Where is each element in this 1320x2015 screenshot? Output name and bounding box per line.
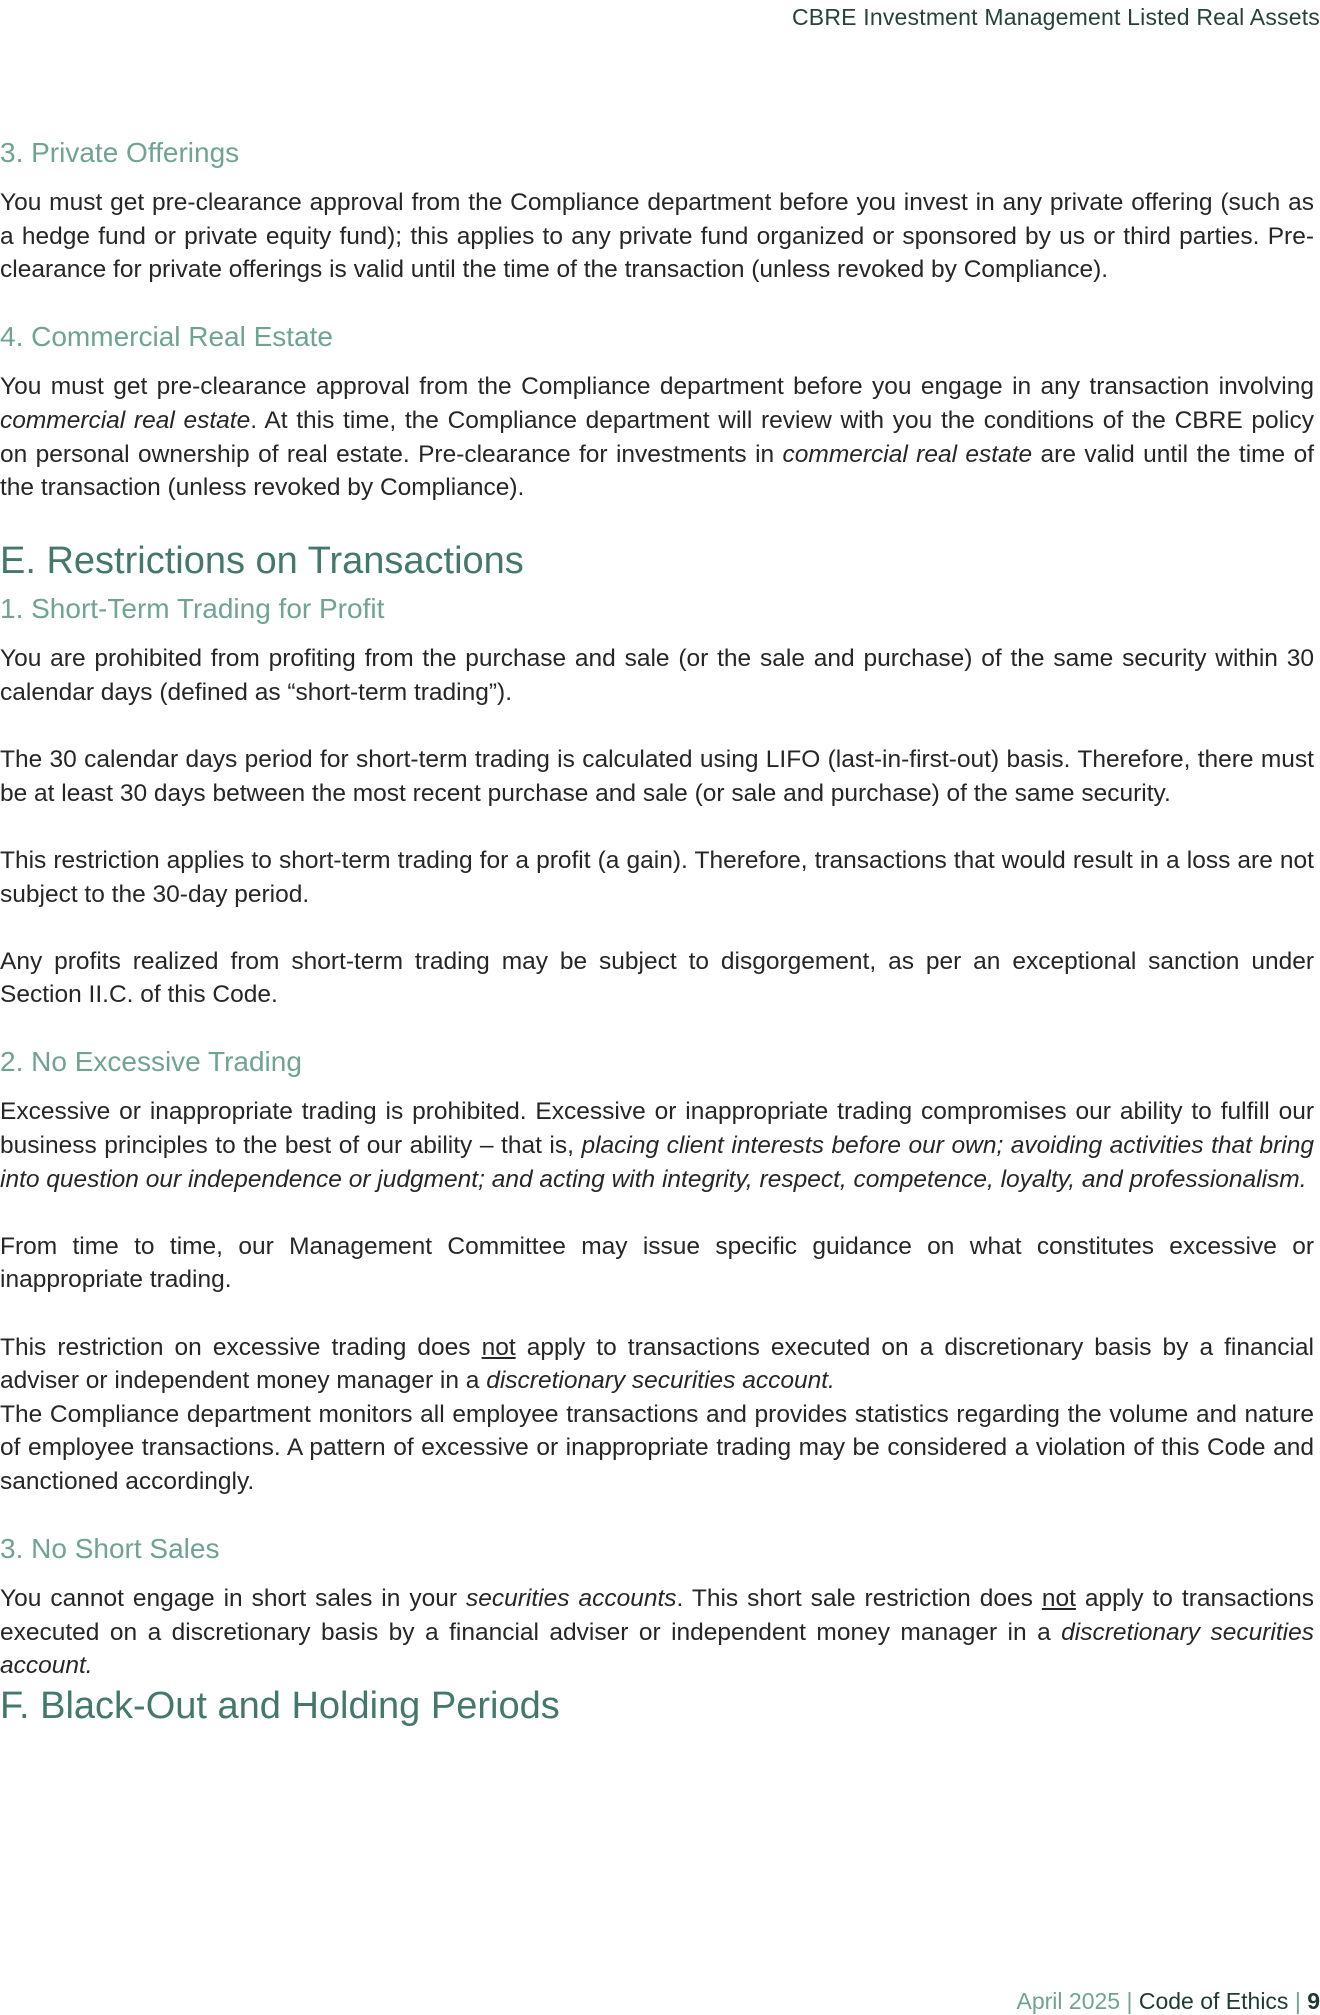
heading-no-excessive-trading: 2. No Excessive Trading: [0, 1045, 1314, 1079]
paragraph-excessive-4: The Compliance department monitors all employee transactions and provides statistics regarding the volume and nature of employee transactions. A pattern of excessive or inappropriate trading may be considered a violation of this Code and sanctioned accordingly.: [0, 1398, 1314, 1499]
paragraph-excessive-3: This restriction on excessive trading does not apply to transactions executed on a discretionary basis by a financial adviser or independent money manager in a discretionary securities account.: [0, 1331, 1314, 1398]
paragraph-commercial-real-estate: You must get pre-clearance approval from the Compliance department before you engage in any transaction involving commercial real estate. At this time, the Compliance department will review with you the conditions of the CBRE policy on personal ownership of real estate. Pre-clearance for investments in commercial real estate are valid until the time of the transaction (unless revoked by Compliance).: [0, 370, 1314, 504]
paragraph-short-term-3: This restriction applies to short-term trading for a profit (a gain). Therefore, transactions that would result in a loss are not subject to the 30-day period.: [0, 844, 1314, 911]
footer-separator: |: [1120, 1988, 1139, 2014]
footer-date: April 2025: [1017, 1988, 1121, 2014]
page-number: 9: [1307, 1988, 1320, 2014]
page-header: CBRE Investment Management Listed Real Assets: [792, 4, 1320, 31]
paragraph-short-term-1: You are prohibited from profiting from the purchase and sale (or the sale and purchase) of the same security within 30 calendar days (defined as “short-term trading”).: [0, 642, 1314, 709]
paragraph-short-term-2: The 30 calendar days period for short-term trading is calculated using LIFO (last-in-first-out) basis. Therefore, there must be at least 30 days between the most recent purchase and sale (or sale and purchase) of the same security.: [0, 743, 1314, 810]
page-footer: [1017, 1988, 1320, 2015]
heading-private-offerings: 3. Private Offerings: [0, 136, 1314, 170]
paragraph-excessive-1: Excessive or inappropriate trading is prohibited. Excessive or inappropriate trading compromises our ability to fulfill our business principles to the best of our ability – that is, placing client interests before our own; avoiding activities that bring into question our independence or judgment; and acting with integrity, respect, competence, loyalty, and professionalism.: [0, 1095, 1314, 1196]
paragraph-private-offerings: You must get pre-clearance approval from the Compliance department before you invest in any private offering (such as a hedge fund or private equity fund); this applies to any private fund organized or sponsored by us or third parties. Pre-clearance for private offerings is valid until the time of the transaction (unless revoked by Compliance).: [0, 186, 1314, 287]
footer-doc-title: Code of Ethics: [1139, 1988, 1289, 2014]
paragraph-short-term-4: Any profits realized from short-term trading may be subject to disgorgement, as per an exceptional sanction under Section II.C. of this Code.: [0, 945, 1314, 1012]
heading-no-short-sales: 3. No Short Sales: [0, 1532, 1314, 1566]
paragraph-excessive-2: From time to time, our Management Committee may issue specific guidance on what constitutes excessive or inappropriate trading.: [0, 1230, 1314, 1297]
heading-commercial-real-estate: 4. Commercial Real Estate: [0, 320, 1314, 354]
footer-separator-2: |: [1288, 1988, 1307, 2014]
section-heading-restrictions: E. Restrictions on Transactions: [0, 538, 1314, 584]
page-content: [0, 136, 1314, 1737]
section-heading-black-out: F. Black-Out and Holding Periods: [0, 1683, 1314, 1729]
paragraph-short-sales: You cannot engage in short sales in your securities accounts. This short sale restriction does not apply to transactions executed on a discretionary basis by a financial adviser or independent money manager in a discretionary securities account.: [0, 1582, 1314, 1683]
heading-short-term-trading: 1. Short-Term Trading for Profit: [0, 592, 1314, 626]
